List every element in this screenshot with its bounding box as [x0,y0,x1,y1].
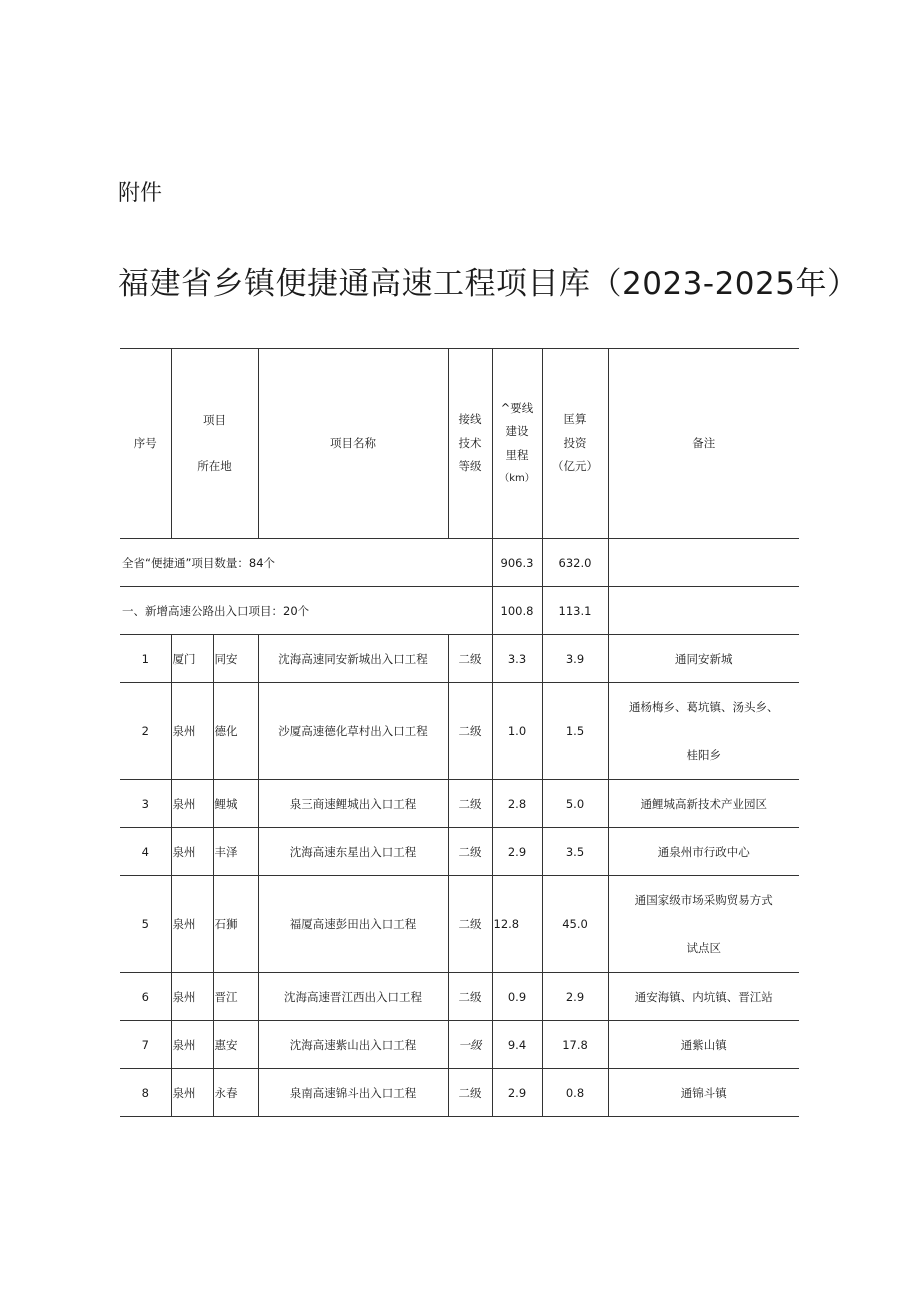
row-remark: 通锦斗镇 [608,1069,799,1117]
section-length: 100.8 [492,587,542,635]
row-name: 泉南高速锦斗出入口工程 [258,1069,448,1117]
row-remark: 通泉州市行政中心 [608,828,799,876]
row-grade: 二级 [448,780,492,828]
row-city: 泉州 [171,973,213,1021]
row-name: 沈海高速东星出入口工程 [258,828,448,876]
summary-remark [608,539,799,587]
row-investment: 17.8 [542,1021,608,1069]
header-seq: 序号 [120,349,171,539]
row-investment: 1.5 [542,683,608,780]
project-table [120,348,799,1117]
attachment-label: 附件 [118,181,163,206]
row-length: 3.3 [492,635,542,683]
header-length-line2: 建设 [505,424,529,438]
row-county: 惠安 [213,1021,258,1069]
section-row [120,587,799,635]
row-remark-line2: 试点区 [686,941,721,955]
row-name: 沈海高速紫山出入口工程 [258,1021,448,1069]
header-grade-line3: 等级 [458,459,482,474]
row-length: 2.8 [492,780,542,828]
section-remark [608,587,799,635]
header-name: 项目名称 [258,349,448,539]
section-investment: 113.1 [542,587,608,635]
row-remark [608,876,799,973]
table-row [120,683,799,780]
header-investment [542,349,608,539]
row-seq: 7 [120,1021,171,1069]
row-grade: 二级 [448,973,492,1021]
row-county: 丰泽 [213,828,258,876]
row-seq: 4 [120,828,171,876]
row-investment: 5.0 [542,780,608,828]
row-county: 同安 [213,635,258,683]
row-remark: 通同安新城 [608,635,799,683]
row-length: 9.4 [492,1021,542,1069]
header-grade-line1: 接线 [458,412,482,427]
row-investment: 3.9 [542,635,608,683]
row-seq: 1 [120,635,171,683]
row-grade: 二级 [448,876,492,973]
row-county: 石狮 [213,876,258,973]
row-county: 晋江 [213,973,258,1021]
header-grade [448,349,492,539]
row-length: 0.9 [492,973,542,1021]
row-remark-line2: 桂阳乡 [686,748,721,762]
row-city: 泉州 [171,1021,213,1069]
table-row [120,828,799,876]
row-grade: 二级 [448,1069,492,1117]
row-name: 泉三商速鲤城出入口工程 [258,780,448,828]
table-header-row [120,349,799,539]
row-investment: 45.0 [542,876,608,973]
summary-length: 906.3 [492,539,542,587]
header-length-line3: 里程 [505,447,529,462]
row-name: 沈海高速晋江西出入口工程 [258,973,448,1021]
row-county: 鲤城 [213,780,258,828]
row-seq: 2 [120,683,171,780]
row-city: 泉州 [171,780,213,828]
row-name: 沈海高速同安新城出入口工程 [258,635,448,683]
row-seq: 8 [120,1069,171,1117]
row-seq: 5 [120,876,171,973]
header-investment-line1: 匡算 [563,412,587,427]
row-city: 泉州 [171,828,213,876]
table-row [120,1021,799,1069]
header-length [492,349,542,539]
page-title: 福建省乡镇便捷通高速工程项目库（2023-2025年） [118,266,859,302]
row-seq: 6 [120,973,171,1021]
header-grade-line2: 技术 [458,435,482,450]
row-grade: 二级 [448,828,492,876]
row-county: 永春 [213,1069,258,1117]
row-length: 1.0 [492,683,542,780]
section-label: 一、新增高速公路出入口项目：20个 [120,587,492,635]
row-grade: 一级 [448,1021,492,1069]
row-grade: 二级 [448,635,492,683]
header-length-line1: ^要线 [500,400,534,415]
row-grade: 二级 [448,683,492,780]
row-remark: 通紫山镇 [608,1021,799,1069]
summary-label: 全省“便捷通”项目数量：84个 [120,539,492,587]
header-investment-line2: 投资 [563,435,587,450]
row-name: 福厦高速彭田出入口工程 [258,876,448,973]
row-remark-line1: 通国家级市场采购贸易方式 [634,893,773,907]
table-row [120,1069,799,1117]
row-investment: 0.8 [542,1069,608,1117]
header-investment-line3: （亿元） [552,459,598,474]
header-location-line1: 项目 [203,413,226,427]
row-seq: 3 [120,780,171,828]
row-length: 2.9 [492,828,542,876]
header-remark: 备注 [608,349,799,539]
row-city: 厦门 [171,635,213,683]
row-remark [608,683,799,780]
row-city: 泉州 [171,876,213,973]
header-location [171,349,258,539]
row-city: 泉州 [171,1069,213,1117]
row-length: 2.9 [492,1069,542,1117]
row-remark: 通鲤城高新技术产业园区 [608,780,799,828]
row-length: 12.8 [492,876,542,973]
table-row [120,780,799,828]
summary-investment: 632.0 [542,539,608,587]
row-remark: 通安海镇、内坑镇、晋江站 [608,973,799,1021]
row-county: 德化 [213,683,258,780]
summary-row [120,539,799,587]
row-investment: 3.5 [542,828,608,876]
table-row [120,973,799,1021]
row-city: 泉州 [171,683,213,780]
table-row [120,876,799,973]
row-name: 沙厦高速德化草村出入口工程 [258,683,448,780]
header-length-line4: （km） [499,473,535,484]
header-location-line2: 所在地 [197,458,232,473]
row-investment: 2.9 [542,973,608,1021]
row-remark-line1: 通杨梅乡、葛坑镇、汤头乡、 [629,700,779,714]
table-row [120,635,799,683]
